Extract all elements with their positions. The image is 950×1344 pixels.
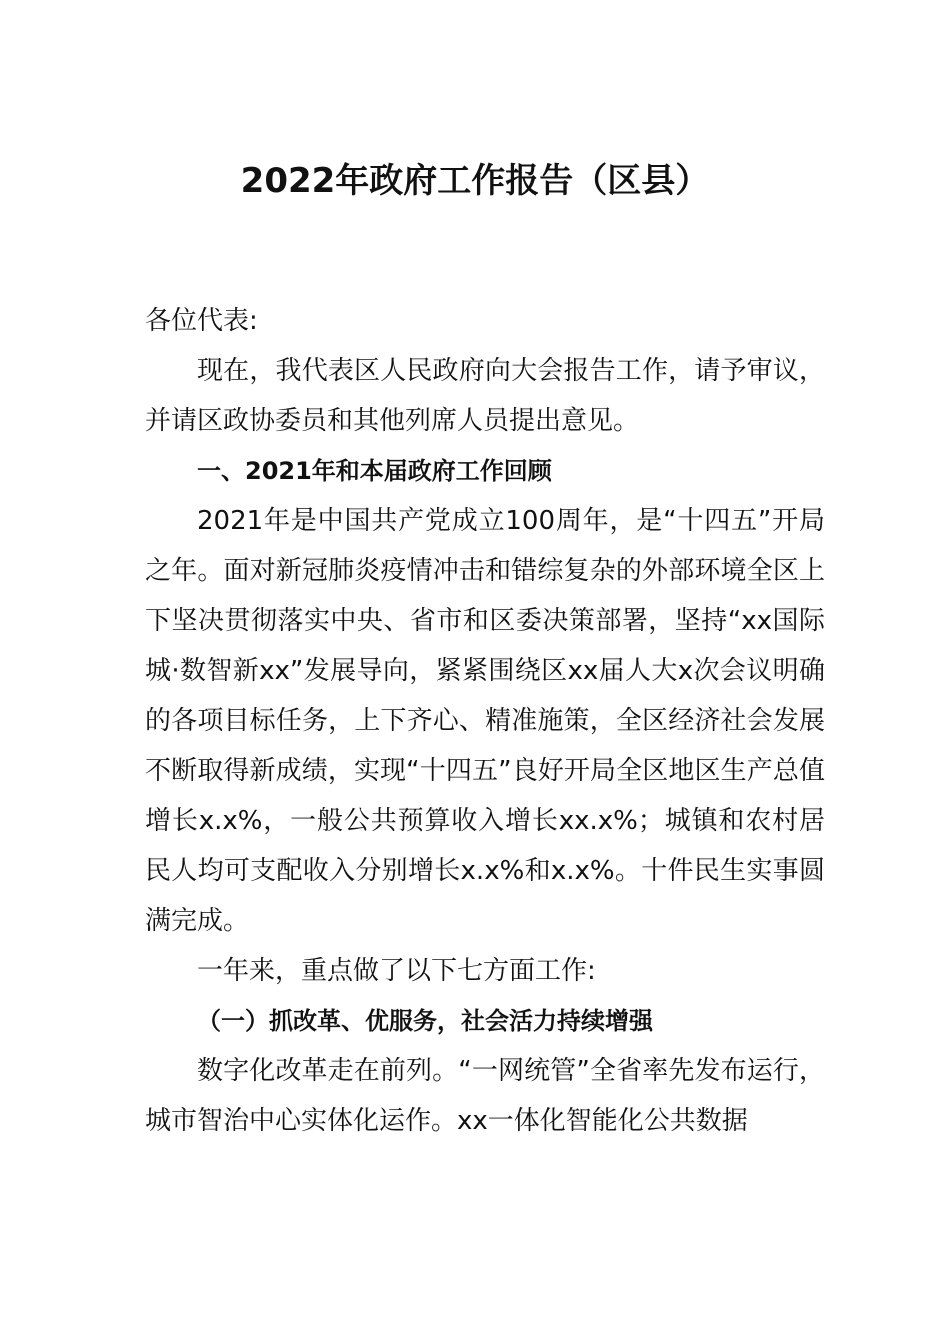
paragraph-intro: 现在，我代表区人民政府向大会报告工作，请予审议，并请区政协委员和其他列席人员提出意见。: [145, 356, 825, 436]
document-title: 2022年政府工作报告（区县）: [240, 161, 710, 201]
salutation: 各位代表:: [145, 306, 258, 336]
paragraph-seven-aspects: 一年来，重点做了以下七方面工作:: [197, 956, 596, 986]
subsection-heading-reform: （一）抓改革、优服务，社会活力持续增强: [197, 1007, 653, 1035]
document-body: [145, 296, 825, 1146]
section-heading-review: 一、2021年和本届政府工作回顾: [197, 457, 552, 485]
paragraph-review: 2021年是中国共产党成立100周年，是“十四五”开局之年。面对新冠肺炎疫情冲击和错综复杂的外部环境全区上下坚决贯彻落实中央、省市和区委决策部署，坚持“xx国际城·数智新xx”发展导向，紧紧围绕区xx届人大x次会议明确的各项目标任务，上下齐心、精准施策，全区经济社会发展不断取得新成绩，实现“十四五”良好开局全区地区生产总值增长x.x%，一般公共预算收入增长xx.x%；城镇和农村居民人均可支配收入分别增长x.x%和x.x%。十件民生实事圆满完成。: [145, 506, 825, 936]
paragraph-digital-reform: 数字化改革走在前列。“一网统管”全省率先发布运行，城市智治中心实体化运作。xx一体化智能化公共数据: [145, 1056, 825, 1136]
